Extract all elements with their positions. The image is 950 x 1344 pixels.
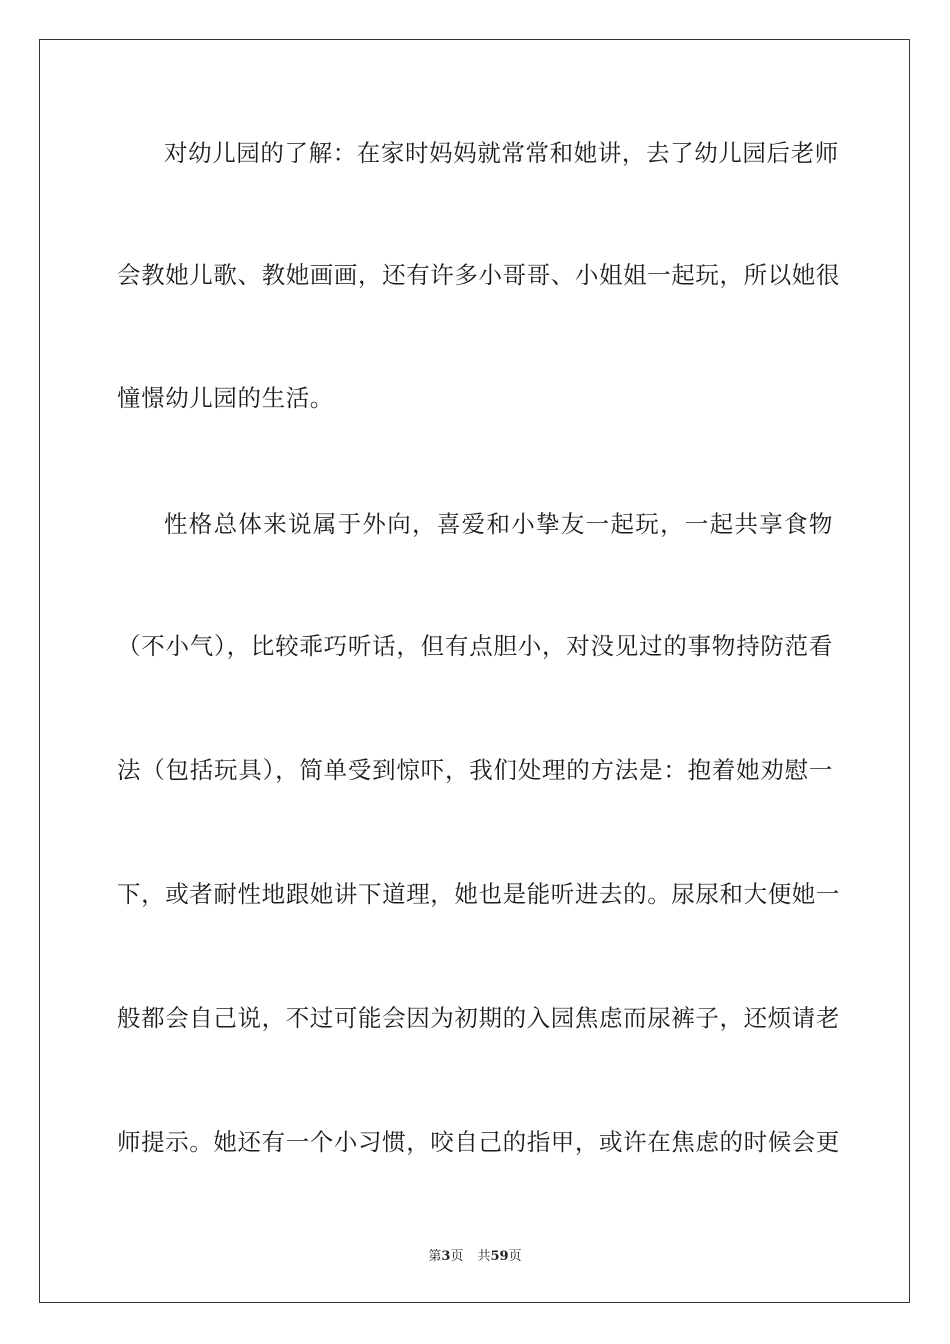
paragraph-2-line-2: （不小气），比较乖巧听话，但有点胆小，对没见过的事物持防范看 bbox=[117, 632, 833, 660]
total-pages-label: 共59页 bbox=[477, 1249, 522, 1264]
page-footer bbox=[0, 1248, 950, 1266]
paragraph-2-line-3: 法（包括玩具），简单受到惊吓，我们处理的方法是：抱着她劝慰一 bbox=[117, 756, 833, 784]
page-border bbox=[39, 39, 910, 1303]
page-number-label: 第3页 bbox=[428, 1249, 464, 1264]
paragraph-2-line-6: 师提示。她还有一个小习惯，咬自己的指甲，或许在焦虑的时候会更 bbox=[117, 1128, 840, 1156]
paragraph-1-line-3: 憧憬幼儿园的生活。 bbox=[117, 384, 334, 412]
paragraph-2-line-1: 性格总体来说属于外向，喜爱和小挚友一起玩，一起共享食物 bbox=[164, 510, 833, 538]
paragraph-1-line-2: 会教她儿歌、教她画画，还有许多小哥哥、小姐姐一起玩，所以她很 bbox=[117, 261, 840, 289]
paragraph-1-line-1: 对幼儿园的了解：在家时妈妈就常常和她讲，去了幼儿园后老师 bbox=[164, 139, 839, 167]
paragraph-2-line-5: 般都会自己说，不过可能会因为初期的入园焦虑而尿裤子，还烦请老 bbox=[117, 1004, 840, 1032]
paragraph-2-line-4: 下，或者耐性地跟她讲下道理，她也是能听进去的。尿尿和大便她一 bbox=[117, 880, 840, 908]
